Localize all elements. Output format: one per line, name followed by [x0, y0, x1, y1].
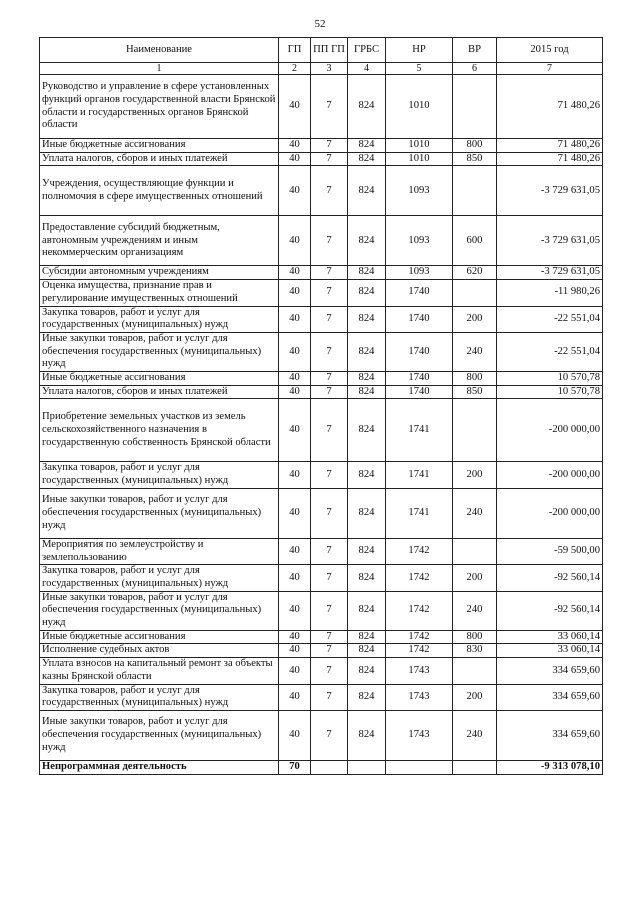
row-vr: 200: [453, 306, 497, 332]
row-nr: 1740: [386, 385, 453, 399]
row-amount: -9 313 078,10: [497, 760, 603, 774]
row-amount: 334 659,60: [497, 658, 603, 684]
row-gp: 40: [279, 658, 311, 684]
row-gp: 40: [279, 565, 311, 591]
row-grbs: 824: [348, 372, 386, 386]
row-gp: 40: [279, 684, 311, 710]
column-number: 3: [311, 63, 348, 75]
row-vr: [453, 280, 497, 306]
row-vr: [453, 399, 497, 462]
row-vr: 830: [453, 644, 497, 658]
row-gp: 40: [279, 266, 311, 280]
row-nr: 1742: [386, 630, 453, 644]
row-amount: 71 480,26: [497, 152, 603, 166]
row-nr: 1093: [386, 166, 453, 216]
row-name: Исполнение судебных актов: [40, 644, 279, 658]
row-amount: -200 000,00: [497, 399, 603, 462]
row-grbs: 824: [348, 139, 386, 153]
row-vr: 850: [453, 152, 497, 166]
row-amount: -3 729 631,05: [497, 266, 603, 280]
row-gp: 40: [279, 630, 311, 644]
row-grbs: 824: [348, 658, 386, 684]
column-number: 1: [40, 63, 279, 75]
row-nr: 1010: [386, 152, 453, 166]
row-name: Иные закупки товаров, работ и услуг для обеспечения государственных (муниципальных) нужд: [40, 710, 279, 760]
table-row: [40, 684, 603, 710]
row-name: Закупка товаров, работ и услуг для государственных (муниципальных) нужд: [40, 462, 279, 488]
row-name: Закупка товаров, работ и услуг для государственных (муниципальных) нужд: [40, 565, 279, 591]
row-vr: 240: [453, 332, 497, 371]
row-vr: 240: [453, 591, 497, 630]
page-number: 52: [314, 18, 326, 30]
row-name: Учреждения, осуществляющие функции и полномочия в сфере имущественных отношений: [40, 166, 279, 216]
row-vr: 800: [453, 139, 497, 153]
row-grbs: 824: [348, 280, 386, 306]
row-nr: 1741: [386, 462, 453, 488]
row-vr: 800: [453, 630, 497, 644]
row-nr: 1742: [386, 565, 453, 591]
row-vr: 620: [453, 266, 497, 280]
table-row: [40, 591, 603, 630]
row-nr: 1093: [386, 266, 453, 280]
row-grbs: 824: [348, 306, 386, 332]
row-nr: 1740: [386, 306, 453, 332]
row-name: Уплата налогов, сборов и иных платежей: [40, 385, 279, 399]
row-ppgp: 7: [311, 266, 348, 280]
row-amount: -200 000,00: [497, 462, 603, 488]
table-row: [40, 399, 603, 462]
row-amount: 33 060,14: [497, 630, 603, 644]
row-name: Руководство и управление в сфере установленных функций органов государственной власти Брянской области и государственных органов Брянской области: [40, 75, 279, 139]
table-row: [40, 488, 603, 538]
table-body: [40, 75, 603, 775]
table-row: [40, 332, 603, 371]
row-name: Иные закупки товаров, работ и услуг для обеспечения государственных (муниципальных) нужд: [40, 591, 279, 630]
row-ppgp: 7: [311, 75, 348, 139]
table-row: [40, 760, 603, 774]
row-gp: 40: [279, 385, 311, 399]
row-nr: 1741: [386, 488, 453, 538]
row-nr: 1010: [386, 139, 453, 153]
row-ppgp: 7: [311, 152, 348, 166]
row-gp: 40: [279, 139, 311, 153]
row-amount: -59 500,00: [497, 538, 603, 564]
row-gp: 40: [279, 166, 311, 216]
row-name: Иные бюджетные ассигнования: [40, 139, 279, 153]
column-number: 7: [497, 63, 603, 75]
table-row: [40, 385, 603, 399]
row-amount: 33 060,14: [497, 644, 603, 658]
row-vr: 200: [453, 684, 497, 710]
table-row: [40, 280, 603, 306]
row-grbs: 824: [348, 399, 386, 462]
row-nr: [386, 760, 453, 774]
column-number: 2: [279, 63, 311, 75]
row-name: Закупка товаров, работ и услуг для государственных (муниципальных) нужд: [40, 684, 279, 710]
row-ppgp: 7: [311, 306, 348, 332]
header-year: 2015 год: [497, 38, 603, 63]
row-grbs: [348, 760, 386, 774]
row-grbs: 824: [348, 266, 386, 280]
row-gp: 40: [279, 332, 311, 371]
row-nr: 1740: [386, 280, 453, 306]
row-nr: 1742: [386, 644, 453, 658]
header-name: Наименование: [40, 38, 279, 63]
row-name: Субсидии автономным учреждениям: [40, 266, 279, 280]
row-name: Уплата взносов на капитальный ремонт за объекты казны Брянской области: [40, 658, 279, 684]
row-grbs: 824: [348, 166, 386, 216]
column-number: 4: [348, 63, 386, 75]
row-grbs: 824: [348, 538, 386, 564]
row-gp: 40: [279, 399, 311, 462]
row-grbs: 824: [348, 591, 386, 630]
row-grbs: 824: [348, 332, 386, 371]
row-ppgp: 7: [311, 565, 348, 591]
row-vr: [453, 538, 497, 564]
row-ppgp: 7: [311, 710, 348, 760]
row-grbs: 824: [348, 630, 386, 644]
table-row: [40, 630, 603, 644]
row-name: Закупка товаров, работ и услуг для государственных (муниципальных) нужд: [40, 306, 279, 332]
header-gp: ГП: [279, 38, 311, 63]
row-vr: [453, 75, 497, 139]
row-gp: 70: [279, 760, 311, 774]
row-gp: 40: [279, 306, 311, 332]
table-row: [40, 538, 603, 564]
row-ppgp: 7: [311, 332, 348, 371]
row-nr: 1010: [386, 75, 453, 139]
row-gp: 40: [279, 538, 311, 564]
row-vr: 850: [453, 385, 497, 399]
row-name: Приобретение земельных участков из земель сельскохозяйственного назначения в государственную собственность Брянской области: [40, 399, 279, 462]
table-row: [40, 658, 603, 684]
row-ppgp: 7: [311, 399, 348, 462]
row-name: Мероприятия по землеустройству и землепользованию: [40, 538, 279, 564]
row-name: Иные закупки товаров, работ и услуг для обеспечения государственных (муниципальных) нужд: [40, 488, 279, 538]
row-name: Непрограммная деятельность: [40, 760, 279, 774]
row-ppgp: 7: [311, 166, 348, 216]
row-amount: -200 000,00: [497, 488, 603, 538]
row-ppgp: [311, 760, 348, 774]
row-amount: 10 570,78: [497, 372, 603, 386]
row-ppgp: 7: [311, 488, 348, 538]
row-amount: 334 659,60: [497, 684, 603, 710]
row-gp: 40: [279, 280, 311, 306]
row-ppgp: 7: [311, 462, 348, 488]
row-gp: 40: [279, 488, 311, 538]
row-nr: 1743: [386, 710, 453, 760]
row-vr: [453, 166, 497, 216]
table-row: [40, 216, 603, 266]
row-vr: [453, 760, 497, 774]
row-ppgp: 7: [311, 684, 348, 710]
table-row: [40, 710, 603, 760]
row-amount: -11 980,26: [497, 280, 603, 306]
row-amount: -92 560,14: [497, 565, 603, 591]
row-grbs: 824: [348, 152, 386, 166]
row-grbs: 824: [348, 710, 386, 760]
row-amount: 334 659,60: [497, 710, 603, 760]
row-name: Иные бюджетные ассигнования: [40, 630, 279, 644]
row-ppgp: 7: [311, 538, 348, 564]
row-ppgp: 7: [311, 280, 348, 306]
row-vr: 240: [453, 488, 497, 538]
budget-table: [39, 37, 603, 775]
row-nr: 1743: [386, 684, 453, 710]
header-row: [40, 38, 603, 63]
row-grbs: 824: [348, 644, 386, 658]
row-gp: 40: [279, 75, 311, 139]
header-ppgp: ПП ГП: [311, 38, 348, 63]
row-name: Предоставление субсидий бюджетным, автономным учреждениям и иным некоммерческим организациям: [40, 216, 279, 266]
row-vr: [453, 658, 497, 684]
row-name: Оценка имущества, признание прав и регулирование имущественных отношений: [40, 280, 279, 306]
table-row: [40, 75, 603, 139]
row-ppgp: 7: [311, 630, 348, 644]
row-gp: 40: [279, 644, 311, 658]
row-vr: 200: [453, 565, 497, 591]
row-amount: -3 729 631,05: [497, 216, 603, 266]
row-amount: -3 729 631,05: [497, 166, 603, 216]
row-ppgp: 7: [311, 385, 348, 399]
row-ppgp: 7: [311, 216, 348, 266]
row-amount: -22 551,04: [497, 332, 603, 371]
table-row: [40, 565, 603, 591]
row-ppgp: 7: [311, 139, 348, 153]
row-grbs: 824: [348, 75, 386, 139]
row-vr: 200: [453, 462, 497, 488]
row-grbs: 824: [348, 385, 386, 399]
table-row: [40, 266, 603, 280]
row-name: Иные бюджетные ассигнования: [40, 372, 279, 386]
row-nr: 1742: [386, 591, 453, 630]
row-nr: 1740: [386, 332, 453, 371]
table-row: [40, 166, 603, 216]
row-gp: 40: [279, 591, 311, 630]
row-vr: 600: [453, 216, 497, 266]
row-amount: -92 560,14: [497, 591, 603, 630]
table-row: [40, 152, 603, 166]
row-ppgp: 7: [311, 591, 348, 630]
row-nr: 1742: [386, 538, 453, 564]
row-vr: 240: [453, 710, 497, 760]
row-gp: 40: [279, 152, 311, 166]
row-vr: 800: [453, 372, 497, 386]
row-amount: 10 570,78: [497, 385, 603, 399]
row-gp: 40: [279, 710, 311, 760]
row-nr: 1741: [386, 399, 453, 462]
row-grbs: 824: [348, 462, 386, 488]
header-nr: НР: [386, 38, 453, 63]
row-ppgp: 7: [311, 658, 348, 684]
row-amount: 71 480,26: [497, 139, 603, 153]
row-ppgp: 7: [311, 644, 348, 658]
header-grbs: ГРБС: [348, 38, 386, 63]
row-ppgp: 7: [311, 372, 348, 386]
column-number-row: [40, 63, 603, 75]
row-nr: 1743: [386, 658, 453, 684]
row-nr: 1093: [386, 216, 453, 266]
column-number: 6: [453, 63, 497, 75]
row-gp: 40: [279, 372, 311, 386]
table-row: [40, 139, 603, 153]
header-vr: ВР: [453, 38, 497, 63]
row-amount: 71 480,26: [497, 75, 603, 139]
column-number: 5: [386, 63, 453, 75]
row-grbs: 824: [348, 216, 386, 266]
row-gp: 40: [279, 462, 311, 488]
row-grbs: 824: [348, 684, 386, 710]
row-grbs: 824: [348, 488, 386, 538]
row-amount: -22 551,04: [497, 306, 603, 332]
table-row: [40, 644, 603, 658]
row-name: Уплата налогов, сборов и иных платежей: [40, 152, 279, 166]
row-grbs: 824: [348, 565, 386, 591]
row-gp: 40: [279, 216, 311, 266]
table-row: [40, 306, 603, 332]
row-name: Иные закупки товаров, работ и услуг для обеспечения государственных (муниципальных) нужд: [40, 332, 279, 371]
table-row: [40, 462, 603, 488]
row-nr: 1740: [386, 372, 453, 386]
table-row: [40, 372, 603, 386]
